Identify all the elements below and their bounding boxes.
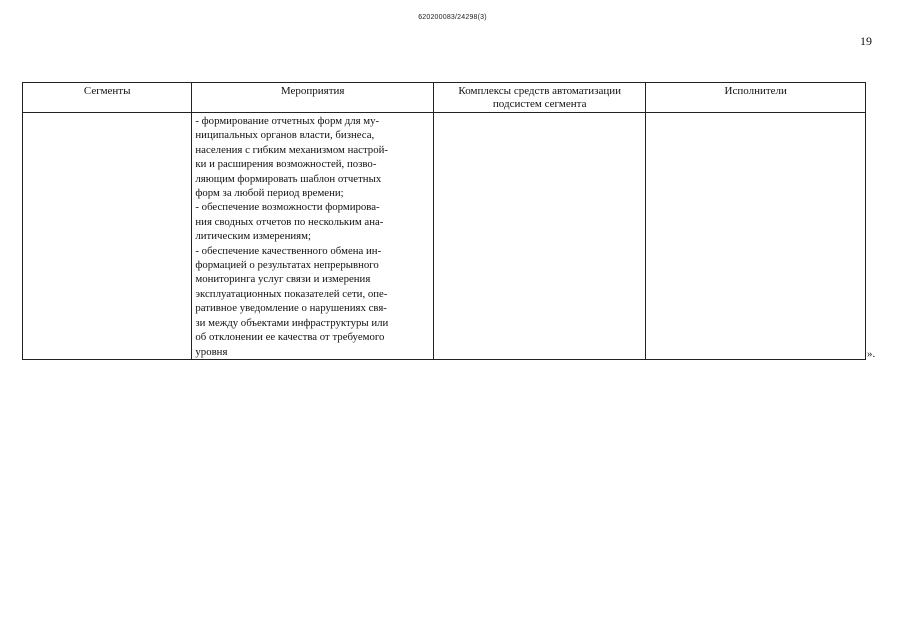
measures-line: эксплуатационных показателей сети, опе- <box>195 287 388 300</box>
measures-line: мониторинга услуг связи и измерения <box>195 273 371 286</box>
measures-line: уровня <box>195 345 228 358</box>
measures-line: форм за любой период времени; <box>195 187 344 200</box>
column-header-complexes: Комплексы средств автоматизации подсистем сегмента <box>433 83 646 113</box>
closing-quote: ». <box>867 348 876 360</box>
measures-line: ки и расширения возможностей, позво- <box>195 158 377 171</box>
column-header-segments: Сегменты <box>23 83 192 113</box>
measures-line: зи между объектами инфраструктуры или <box>195 316 389 329</box>
measures-line: - обеспечение качественного обмена ин- <box>195 244 382 257</box>
column-header-measures: Мероприятия <box>192 83 434 113</box>
table-row <box>23 113 866 360</box>
measures-line: об отклонении ее качества от требуемого <box>195 331 385 344</box>
table-header-row <box>23 83 866 113</box>
complexes-cell <box>433 113 646 360</box>
document-id: 620200083/24298(3) <box>418 14 487 21</box>
segments-cell <box>23 113 192 360</box>
executors-cell <box>646 113 866 360</box>
segments-table <box>22 82 866 360</box>
page-number: 19 <box>860 34 872 48</box>
measures-line: формацией о результатах непрерывного <box>195 259 379 272</box>
measures-line: ративное уведомление о нарушениях свя- <box>195 302 387 315</box>
measures-line: - обеспечение возможности формирова- <box>195 201 380 214</box>
measures-line: ния сводных отчетов по нескольким ана- <box>195 215 384 228</box>
measures-line: ляющим формировать шаблон отчетных <box>195 172 382 185</box>
measures-line: ниципальных органов власти, бизнеса, <box>195 129 375 142</box>
measures-line: населения с гибким механизмом настрой- <box>195 143 388 156</box>
measures-line: - формирование отчетных форм для му- <box>195 115 380 127</box>
measures-cell <box>192 113 434 360</box>
column-header-executors: Исполнители <box>646 83 866 113</box>
measures-line: литическим измерениям; <box>195 230 311 243</box>
